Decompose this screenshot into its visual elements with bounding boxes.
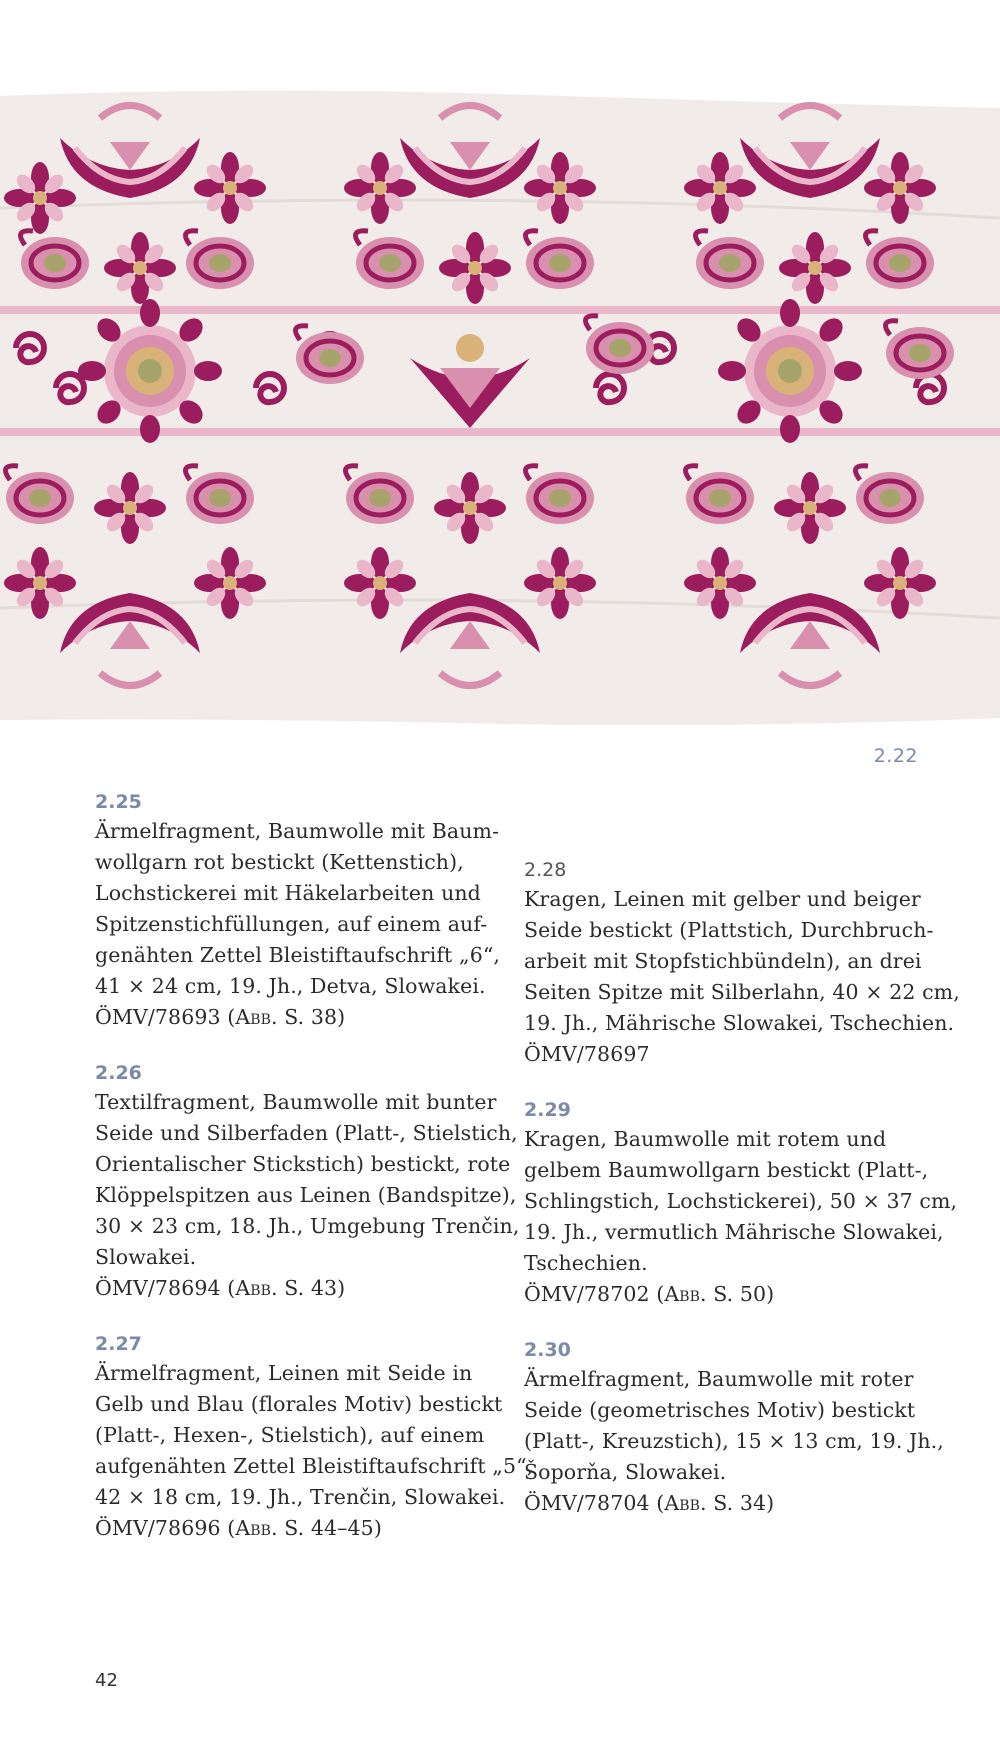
entry-text-line: Lochstickerei mit Häkelarbeiten und	[95, 881, 481, 905]
entry-text-line: Schlingstich, Lochstickerei), 50 × 37 cm,	[524, 1189, 958, 1213]
catalogue-entry	[95, 1059, 520, 1304]
entry-text-line: Seide und Silberfaden (Platt-, Stielstich,	[95, 1121, 518, 1145]
entry-text-line: (Platt-, Hexen-, Stielstich), auf einem	[95, 1423, 485, 1447]
entry-number: 2.30	[524, 1339, 571, 1361]
entry-text-line: Šoporňa, Slowakei.	[524, 1460, 727, 1484]
entry-number: 2.27	[95, 1333, 142, 1355]
entry-text-line: ÖMV/78697	[524, 1042, 650, 1066]
entry-text-line: 41 × 24 cm, 19. Jh., Detva, Slowakei.	[95, 974, 486, 998]
entry-text-line: Seiten Spitze mit Silberlahn, 40 × 22 cm,	[524, 980, 960, 1004]
entry-text-line: ÖMV/78704 (Abb. S. 34)	[524, 1491, 775, 1515]
entry-text-line: Gelb und Blau (florales Motiv) bestickt	[95, 1392, 503, 1416]
entry-text-line: Seide bestickt (Plattstich, Durchbruch-	[524, 918, 934, 942]
entry-number: 2.26	[95, 1062, 142, 1084]
entry-text-line: ÖMV/78702 (Abb. S. 50)	[524, 1282, 775, 1306]
entry-text-line: ÖMV/78693 (Abb. S. 38)	[95, 1005, 346, 1029]
entry-text-line: wollgarn rot bestickt (Kettenstich),	[95, 850, 464, 874]
entry-text-line: arbeit mit Stopfstichbündeln), an drei	[524, 949, 922, 973]
entry-text-line: ÖMV/78694 (Abb. S. 43)	[95, 1276, 346, 1300]
embroidery-photo	[0, 88, 1000, 728]
entry-text-line: Textilfragment, Baumwolle mit bunter	[95, 1090, 497, 1114]
entry-text-line: gelbem Baumwollgarn bestickt (Platt-,	[524, 1158, 929, 1182]
page-number: 42	[95, 1670, 118, 1691]
entry-text-line: Spitzenstichfüllungen, auf einem auf-	[95, 912, 488, 936]
entry-text-line: Ärmelfragment, Baumwolle mit Baum-	[95, 819, 500, 843]
entry-text-line: Ärmelfragment, Leinen mit Seide in	[95, 1361, 473, 1385]
entry-text-line: Klöppelspitzen aus Leinen (Bandspitze),	[95, 1183, 517, 1207]
entry-text-line: 19. Jh., vermutlich Mährische Slowakei,	[524, 1220, 944, 1244]
entry-text-line: Tschechien.	[524, 1251, 648, 1275]
entry-text-line: 19. Jh., Mährische Slowakei, Tschechien.	[524, 1011, 955, 1035]
entry-number: 2.25	[95, 791, 142, 813]
entry-text-line: Kragen, Baumwolle mit rotem und	[524, 1127, 887, 1151]
entry-text-line: Slowakei.	[95, 1245, 197, 1269]
catalogue-entry	[524, 856, 960, 1070]
plate-number: 2.22	[873, 745, 918, 767]
entry-text-line: 30 × 23 cm, 18. Jh., Umgebung Trenčin,	[95, 1214, 520, 1238]
entry-number: 2.28	[524, 859, 567, 881]
catalogue-entry	[95, 1330, 534, 1544]
catalogue-entry	[95, 788, 515, 1033]
entry-text-line: 42 × 18 cm, 19. Jh., Trenčin, Slowakei.	[95, 1485, 506, 1509]
entry-text-line: Seide (geometrisches Motiv) bestickt	[524, 1398, 916, 1422]
catalogue-column-left	[95, 788, 534, 1570]
entry-text-line: genähten Zettel Bleistiftaufschrift „6“,	[95, 943, 501, 967]
entry-text-line: (Platt-, Kreuzstich), 15 × 13 cm, 19. Jh.,	[524, 1429, 944, 1453]
entry-number: 2.29	[524, 1099, 571, 1121]
entry-text-line: Orientalischer Stickstich) bestickt, rote	[95, 1152, 511, 1176]
entry-text-line: Kragen, Leinen mit gelber und beiger	[524, 887, 921, 911]
catalogue-entry	[524, 1336, 944, 1519]
entry-text-line: aufgenähten Zettel Bleistiftaufschrift „5“,	[95, 1454, 534, 1478]
entry-text-line: Ärmelfragment, Baumwolle mit roter	[524, 1367, 914, 1391]
catalogue-column-right	[524, 856, 960, 1545]
catalogue-entry	[524, 1096, 958, 1310]
entry-text-line: ÖMV/78696 (Abb. S. 44–45)	[95, 1516, 382, 1540]
